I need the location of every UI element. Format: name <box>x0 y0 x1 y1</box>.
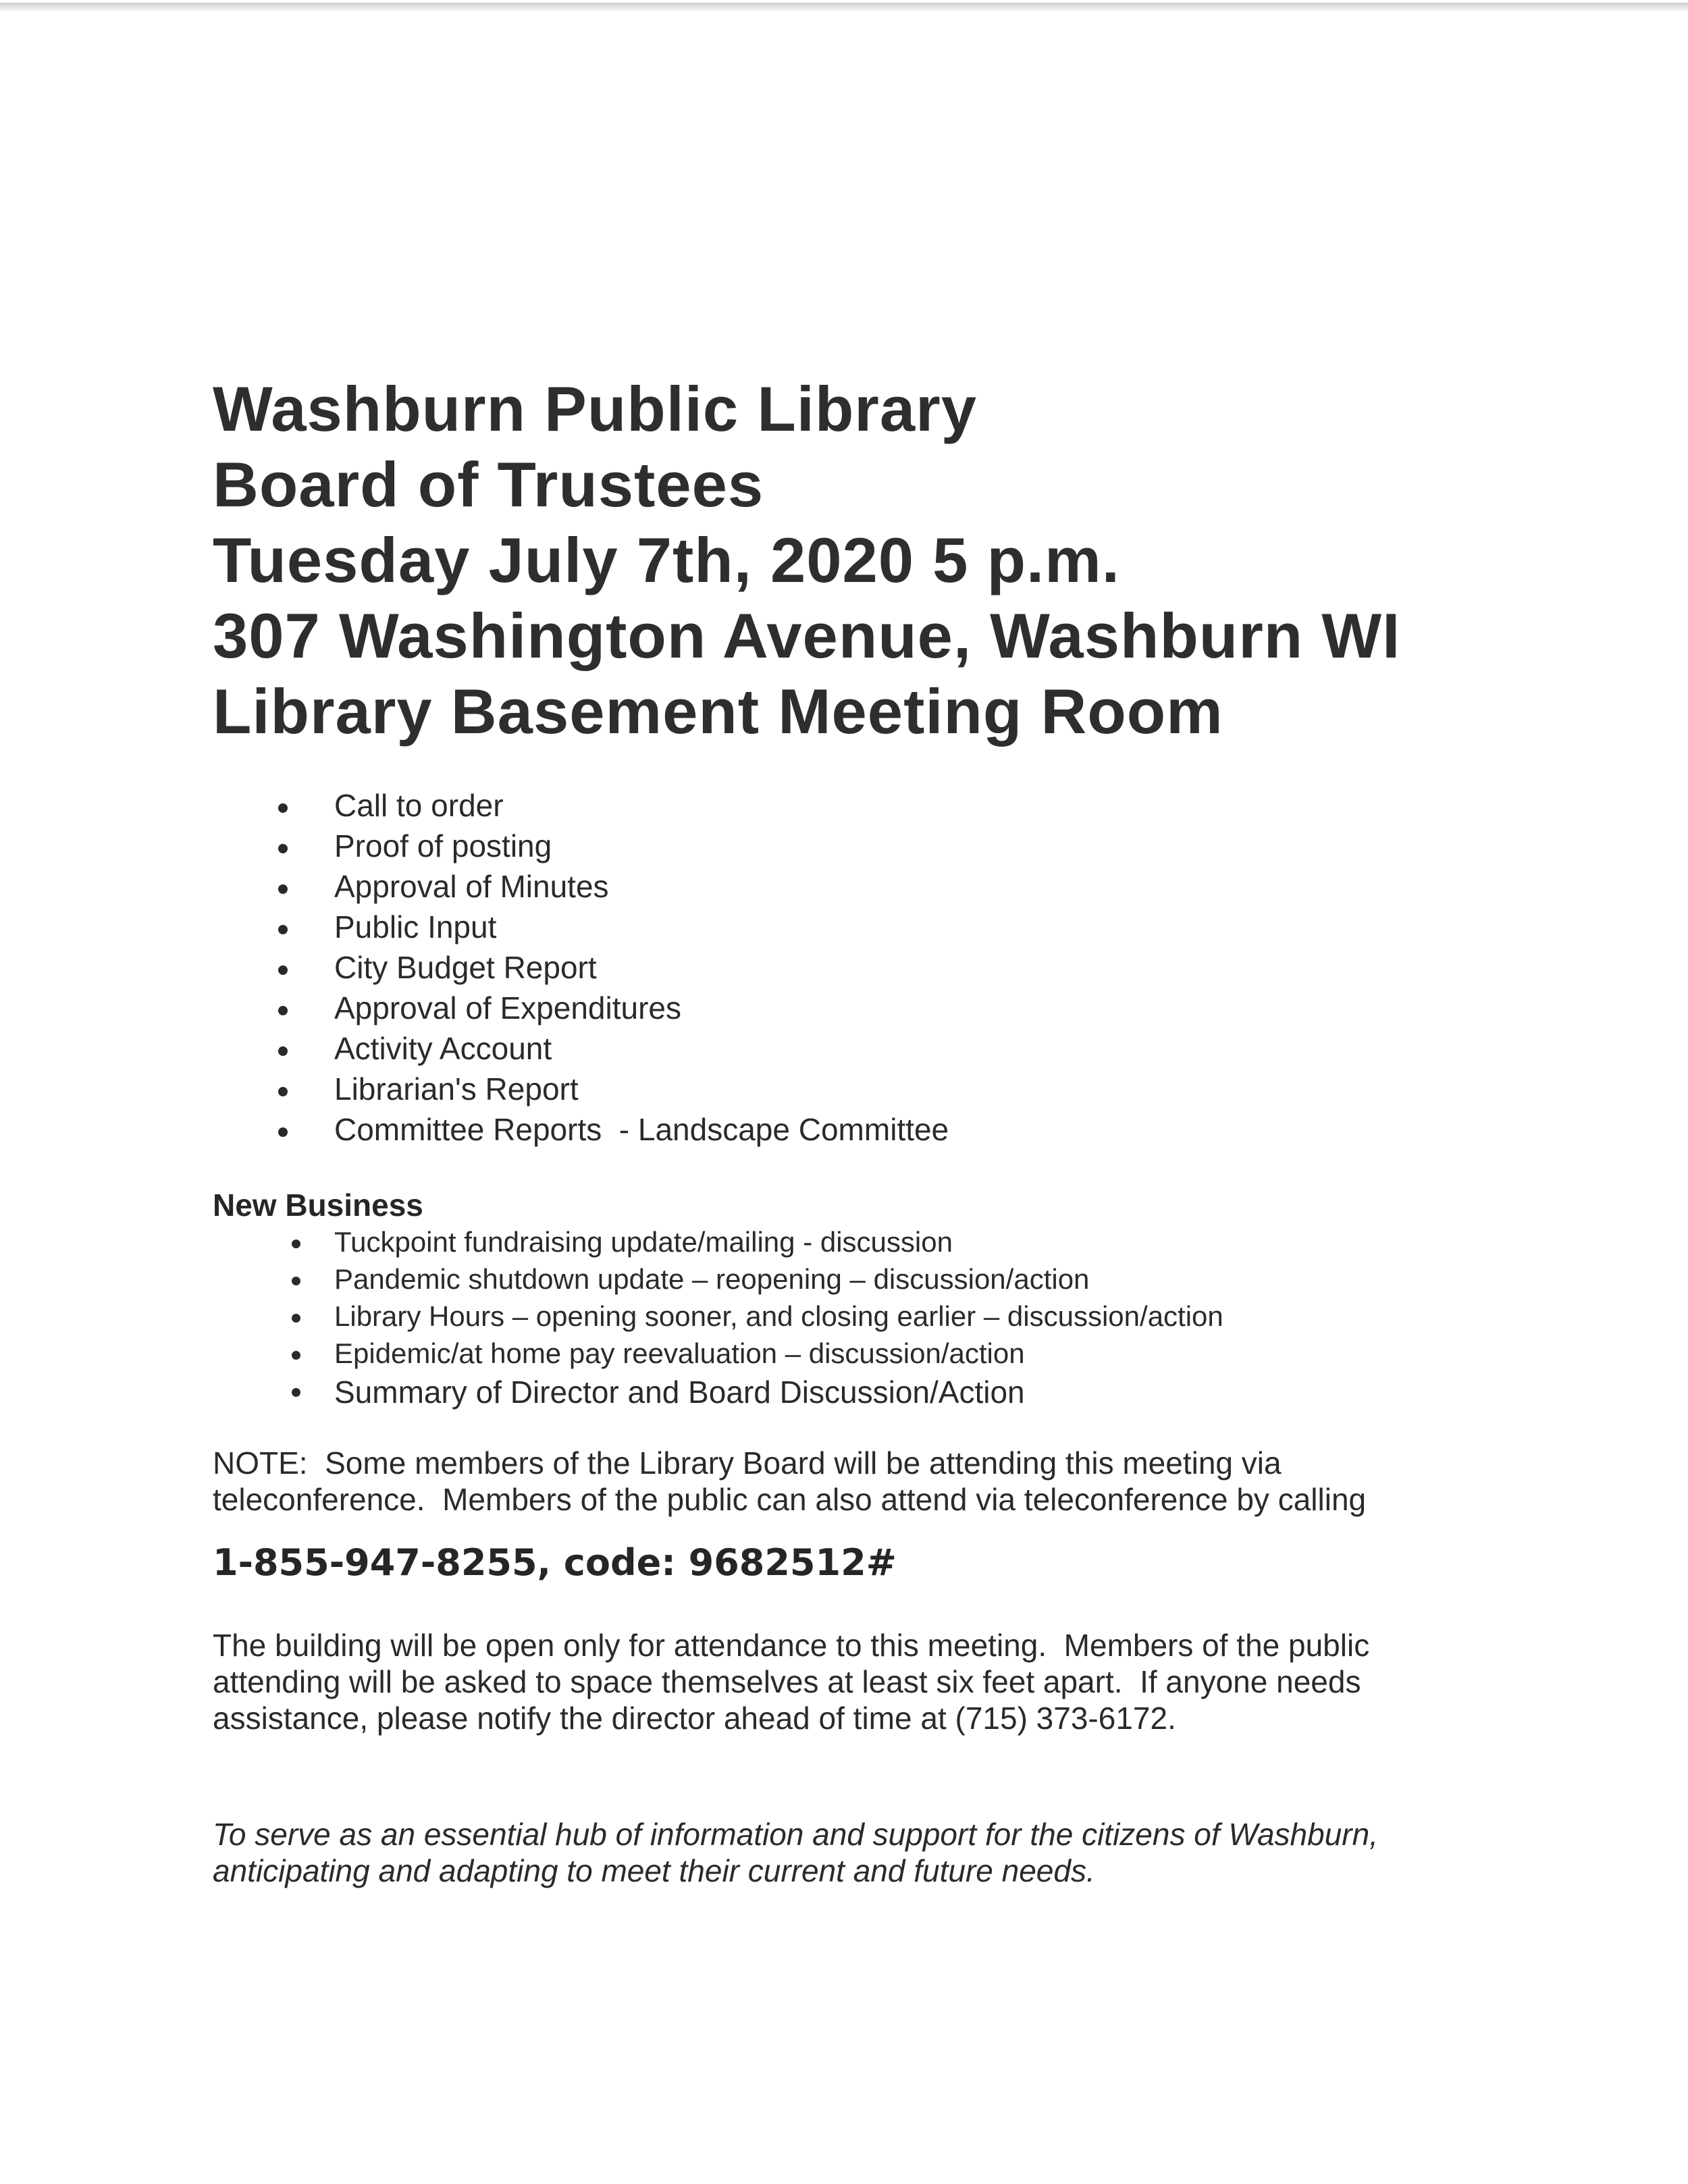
note-line: teleconference. Members of the public can also attend via teleconference by calling <box>213 1482 1367 1517</box>
agenda-item: Public Input <box>270 907 949 947</box>
agenda-item: Activity Account <box>270 1028 949 1069</box>
new-business-item: Epidemic/at home pay reevaluation – discussion/action <box>270 1335 1223 1372</box>
mission-line: To serve as an essential hub of information and support for the citizens of Washburn, <box>213 1817 1378 1852</box>
mission-statement <box>213 1816 1563 1889</box>
building-line: assistance, please notify the director ahead of time at (715) 373-6172. <box>213 1701 1176 1736</box>
new-business-item: Tuckpoint fundraising update/mailing - discussion <box>270 1223 1223 1260</box>
library-name: Washburn Public Library <box>213 373 977 444</box>
new-business-title: New Business <box>213 1188 423 1223</box>
agenda-item: Librarian's Report <box>270 1069 949 1109</box>
board-name: Board of Trustees <box>213 449 764 520</box>
meeting-date-time: Tuesday July 7th, 2020 5 p.m. <box>213 525 1120 595</box>
meeting-heading <box>213 371 1631 749</box>
agenda-item: City Budget Report <box>270 947 949 988</box>
new-business-item: Library Hours – opening sooner, and closing earlier – discussion/action <box>270 1298 1223 1335</box>
agenda-item: Approval of Minutes <box>270 866 949 907</box>
agenda-item: Call to order <box>270 785 949 826</box>
building-notice <box>213 1627 1563 1736</box>
agenda-item: Approval of Expenditures <box>270 988 949 1028</box>
meeting-address: 307 Washington Avenue, Washburn WI <box>213 600 1401 671</box>
new-business-list <box>270 1223 1223 1412</box>
new-business-item: Summary of Director and Board Discussion/Action <box>270 1372 1223 1412</box>
meeting-room: Library Basement Meeting Room <box>213 676 1223 747</box>
note-line: NOTE: Some members of the Library Board will be attending this meeting via <box>213 1445 1282 1481</box>
building-line: attending will be asked to space themselves at least six feet apart. If anyone needs <box>213 1664 1361 1699</box>
teleconference-note <box>213 1445 1563 1518</box>
scan-edge-shadow <box>0 3 1688 12</box>
teleconference-phone: 1-855-947-8255, code: 9682512# <box>213 1541 897 1584</box>
building-line: The building will be open only for attendance to this meeting. Members of the public <box>213 1628 1370 1663</box>
agenda-list <box>270 785 949 1150</box>
agenda-item: Committee Reports - Landscape Committee <box>270 1109 949 1150</box>
agenda-item: Proof of posting <box>270 826 949 866</box>
mission-line: anticipating and adapting to meet their current and future needs. <box>213 1853 1095 1888</box>
new-business-item: Pandemic shutdown update – reopening – discussion/action <box>270 1260 1223 1298</box>
